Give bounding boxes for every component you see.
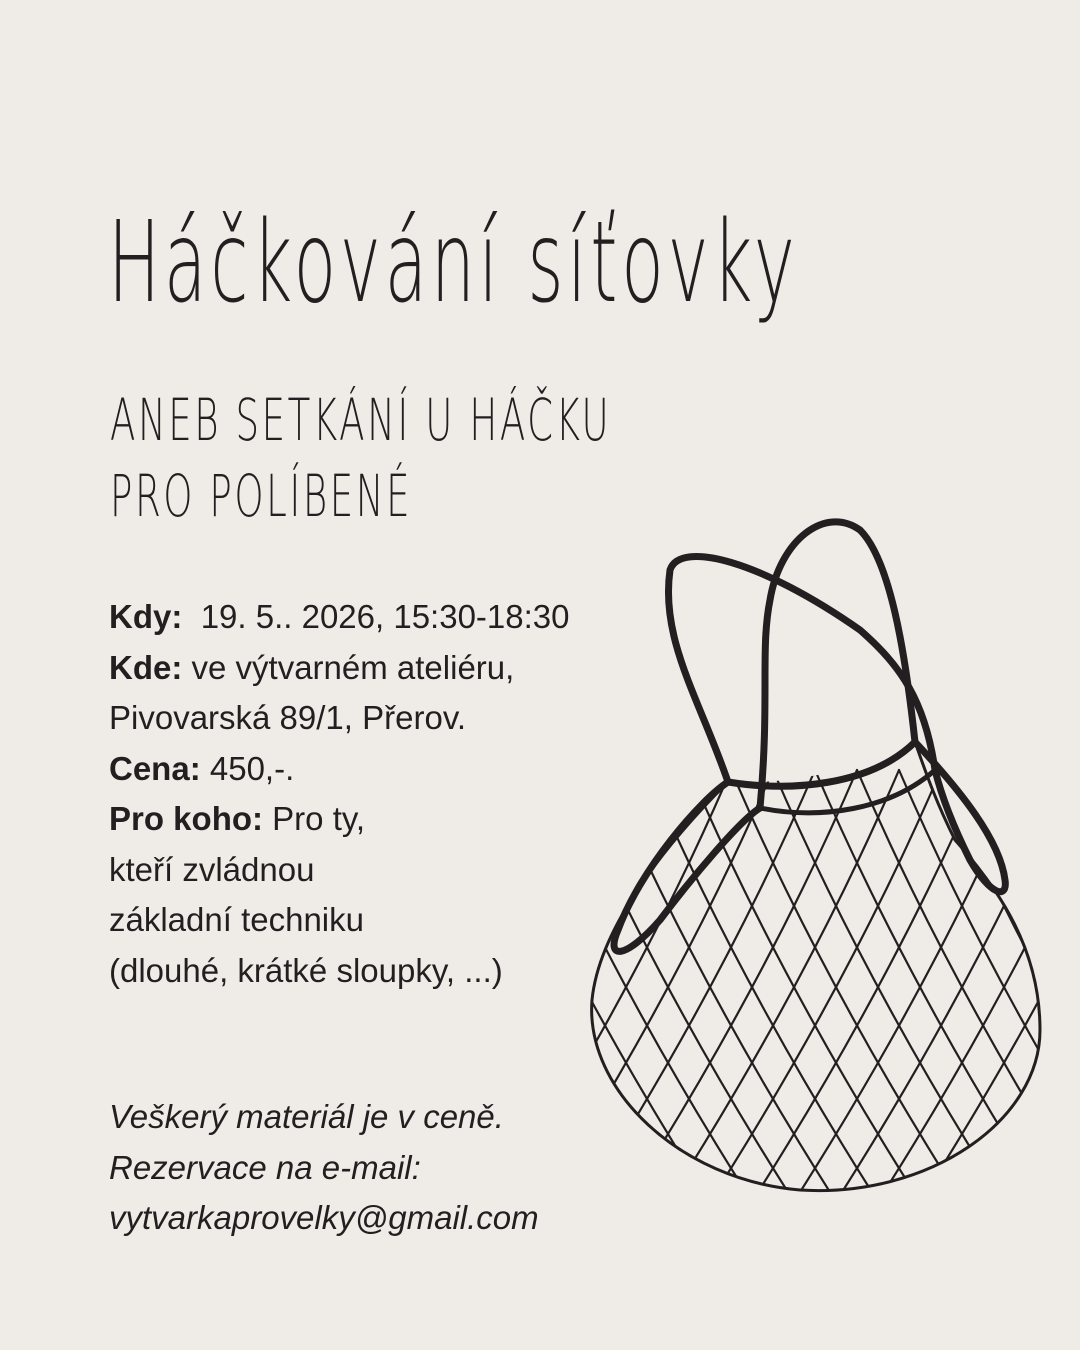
price-label: Cena: [109,749,201,787]
where-row [109,643,570,694]
net-strand [580,770,751,1200]
net-strand [815,770,1045,1200]
net-strand [753,770,983,1200]
where-address: Pivovarská 89/1, Přerov. [109,699,467,736]
net-strand [1025,770,1060,1200]
net-strand [731,770,961,1200]
when-label: Kdy: [109,598,183,635]
subtitle [110,382,611,534]
net-strand [963,770,1060,1200]
audience-label: Pro koho: [109,800,263,837]
net-strand [580,770,709,1200]
net-strand [585,770,815,1200]
price-row [109,744,570,795]
note [109,1092,539,1244]
net-strand [580,770,647,1200]
audience-line-4: (dlouhé, krátké sloupky, ...) [109,951,503,989]
price-value: 450,-. [209,749,295,787]
net-strand [580,770,625,1200]
event-details [109,592,570,996]
audience-line-3: základní techniku [109,901,364,938]
subtitle-line-1: ANEB SETKÁNÍ U HÁČKU [110,386,612,454]
audience-line-2: kteří zvládnou [109,850,315,888]
where-value: ve výtvarném ateliéru, [191,648,515,686]
net-strand [711,770,941,1200]
net-strand [647,770,877,1200]
net-strand [580,770,605,1200]
audience-value: Pro ty, [272,800,366,837]
net-strand [689,770,919,1200]
subtitle-line-2: PRO POLÍBENÉ [110,462,413,530]
net-strand [580,770,793,1200]
net-strand [1005,770,1060,1200]
where-label: Kde: [109,648,183,686]
page-title: Háčkování síťovky [108,198,799,328]
net-bag-icon [580,510,1060,1210]
when-row [109,592,570,643]
reservation-label: Rezervace na e-mail: [109,1148,421,1186]
material-note: Veškerý materiál je v ceně. [109,1098,504,1135]
net-strand [773,770,1003,1200]
net-strand [669,770,899,1200]
contact-email[interactable]: vytvarkaprovelky@gmail.com [109,1199,539,1236]
when-value: 19. 5.. 2026, 15:30-18:30 [200,598,570,635]
net-strand [605,770,835,1200]
audience-row [109,794,570,845]
net-strand [580,770,583,1200]
net-strand [1047,770,1060,1200]
net-strand [879,770,1060,1200]
net-strand [983,770,1060,1200]
